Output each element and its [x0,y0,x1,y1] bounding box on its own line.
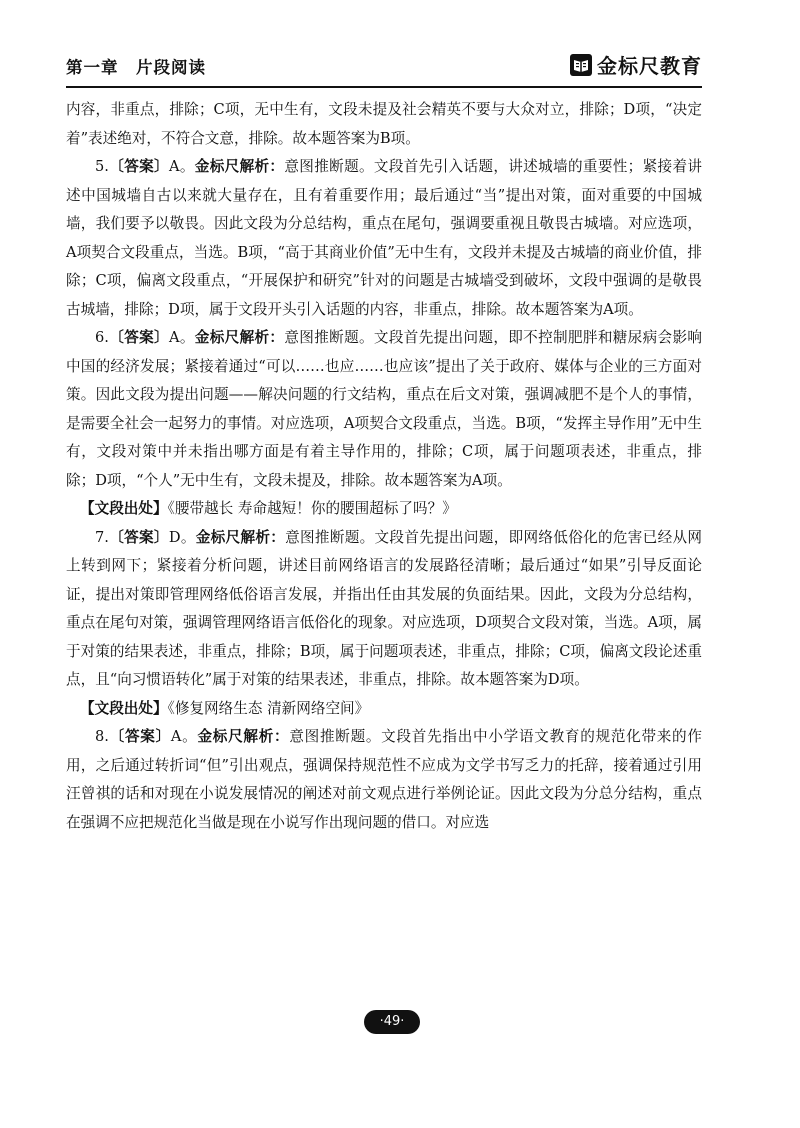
analysis-label: 金标尺解析： [194,158,285,175]
analysis-text: 意图推断题。文段首先提出问题，即网络低俗化的危害已经从网上转到网下；紧接着分析问题，讲述目前网络语言的发展路径清晰；最后通过“如果”引导反面论证，提出对策即管理网络低俗语言发展，并指出任由其发展的负面结果。因此，文段为分总结构，重点在尾句对策，强调管理网络语言低俗化的现象。对应选项，D项契合文段对策，当选。A项，属于对策的结果表述，非重点，排除；B项，属于问题项表述，非重点，排除；C项，偏离文段论述重点，且“向习惯语转化”属于对策的结果表述，非重点，排除。故本题答案为D项。 [66,528,702,688]
brand [569,50,702,79]
answer-choice: A。 [168,158,195,175]
page-number: ·49· [364,1010,420,1034]
header-divider [66,86,702,88]
page-header [66,46,702,86]
source-citation-7 [66,695,702,724]
analysis-label: 金标尺解析： [197,728,290,745]
analysis-text: 意图推断题。文段首先提出问题，即不控制肥胖和糖尿病会影响中国的经济发展；紧接着通过“可以……也应……也应该”提出了关于政府、媒体与企业的三方面对策。因此文段为提出问题——解决问题的行文结构，重点在后文对策，强调减肥不是个人的事情，是需要全社会一起努力的事情。对应选项，A项契合文段重点，当选。B项，“发挥主导作用”无中生有，文段对策中并未指出哪方面是有着主导作用的，排除；C项，属于问题项表述，非重点，排除；D项，“个人”无中生有，文段未提及，排除。故本题答案为A项。 [66,329,702,489]
chapter-title: 第一章 片段阅读 [66,58,206,77]
answer-label: 〔答案〕 [108,728,171,745]
brand-name: 金标尺教育 [597,54,702,78]
answer-choice: D。 [168,528,196,546]
answer-4-continuation: 内容，非重点，排除；C项，无中生有，文段未提及社会精英不要与大众对立，排除；D项，“决定着”表述绝对，不符合文意，排除。故本题答案为B项。 [66,101,702,147]
analysis-text: 意图推断题。文段首先引入话题，讲述城墙的重要性；紧接着讲述中国城墙自古以来就大量存在，且有着重要作用；最后通过“当”提出对策，面对重要的中国城墙，我们要予以敬畏。因此文段为分总结构，重点在尾句，强调要重视且敬畏古城墙。对应选项，A项契合文段重点，当选。B项，“高于其商业价值”无中生有，文段并未提及古城墙的商业价值，排除；C项，偏离文段重点，“开展保护和研究”针对的问题是古城墙受到破坏，文段中强调的是敬畏古城墙，排除；D项，属于文段开头引入话题的内容，非重点，排除。故本题答案为A项。 [66,158,702,318]
answer-label: 〔答案〕 [108,158,169,175]
answer-choice: A。 [170,728,198,745]
analysis-label: 金标尺解析： [195,528,286,546]
source-title: 《腰带越长 寿命越短！你的腰围超标了吗？》 [167,500,457,517]
answer-label: 〔答案〕 [108,528,169,546]
source-title: 《修复网络生态 清新网络空间》 [167,699,370,717]
answer-7 [66,524,702,695]
answer-choice: A。 [168,329,195,346]
answer-8 [66,723,702,837]
analysis-label: 金标尺解析： [194,329,285,346]
page-content [66,96,702,837]
analysis-text: 意图推断题。文段首先指出中小学语文教育的规范化带来的作用，之后通过转折词“但”引出观点，强调保持规范性不应成为文学书写乏力的托辞，接着通过引用汪曾祺的话和对现在小说发展情况的阐述对前文观点进行举例论证。因此文段为分总分结构，重点在强调不应把规范化当做是现在小说写作出现问题的借口。对应选 [66,728,702,831]
answer-5 [66,153,702,324]
answer-6 [66,324,702,495]
question-number: 8. [95,728,109,745]
question-number: 5. [95,158,109,175]
question-number: 7. [95,528,109,546]
question-number: 6. [95,329,109,346]
source-citation-6 [66,495,702,524]
book-logo-icon [569,53,593,77]
source-label: 【文段出处】 [80,500,168,517]
source-label: 【文段出处】 [80,699,168,717]
answer-label: 〔答案〕 [108,329,169,346]
